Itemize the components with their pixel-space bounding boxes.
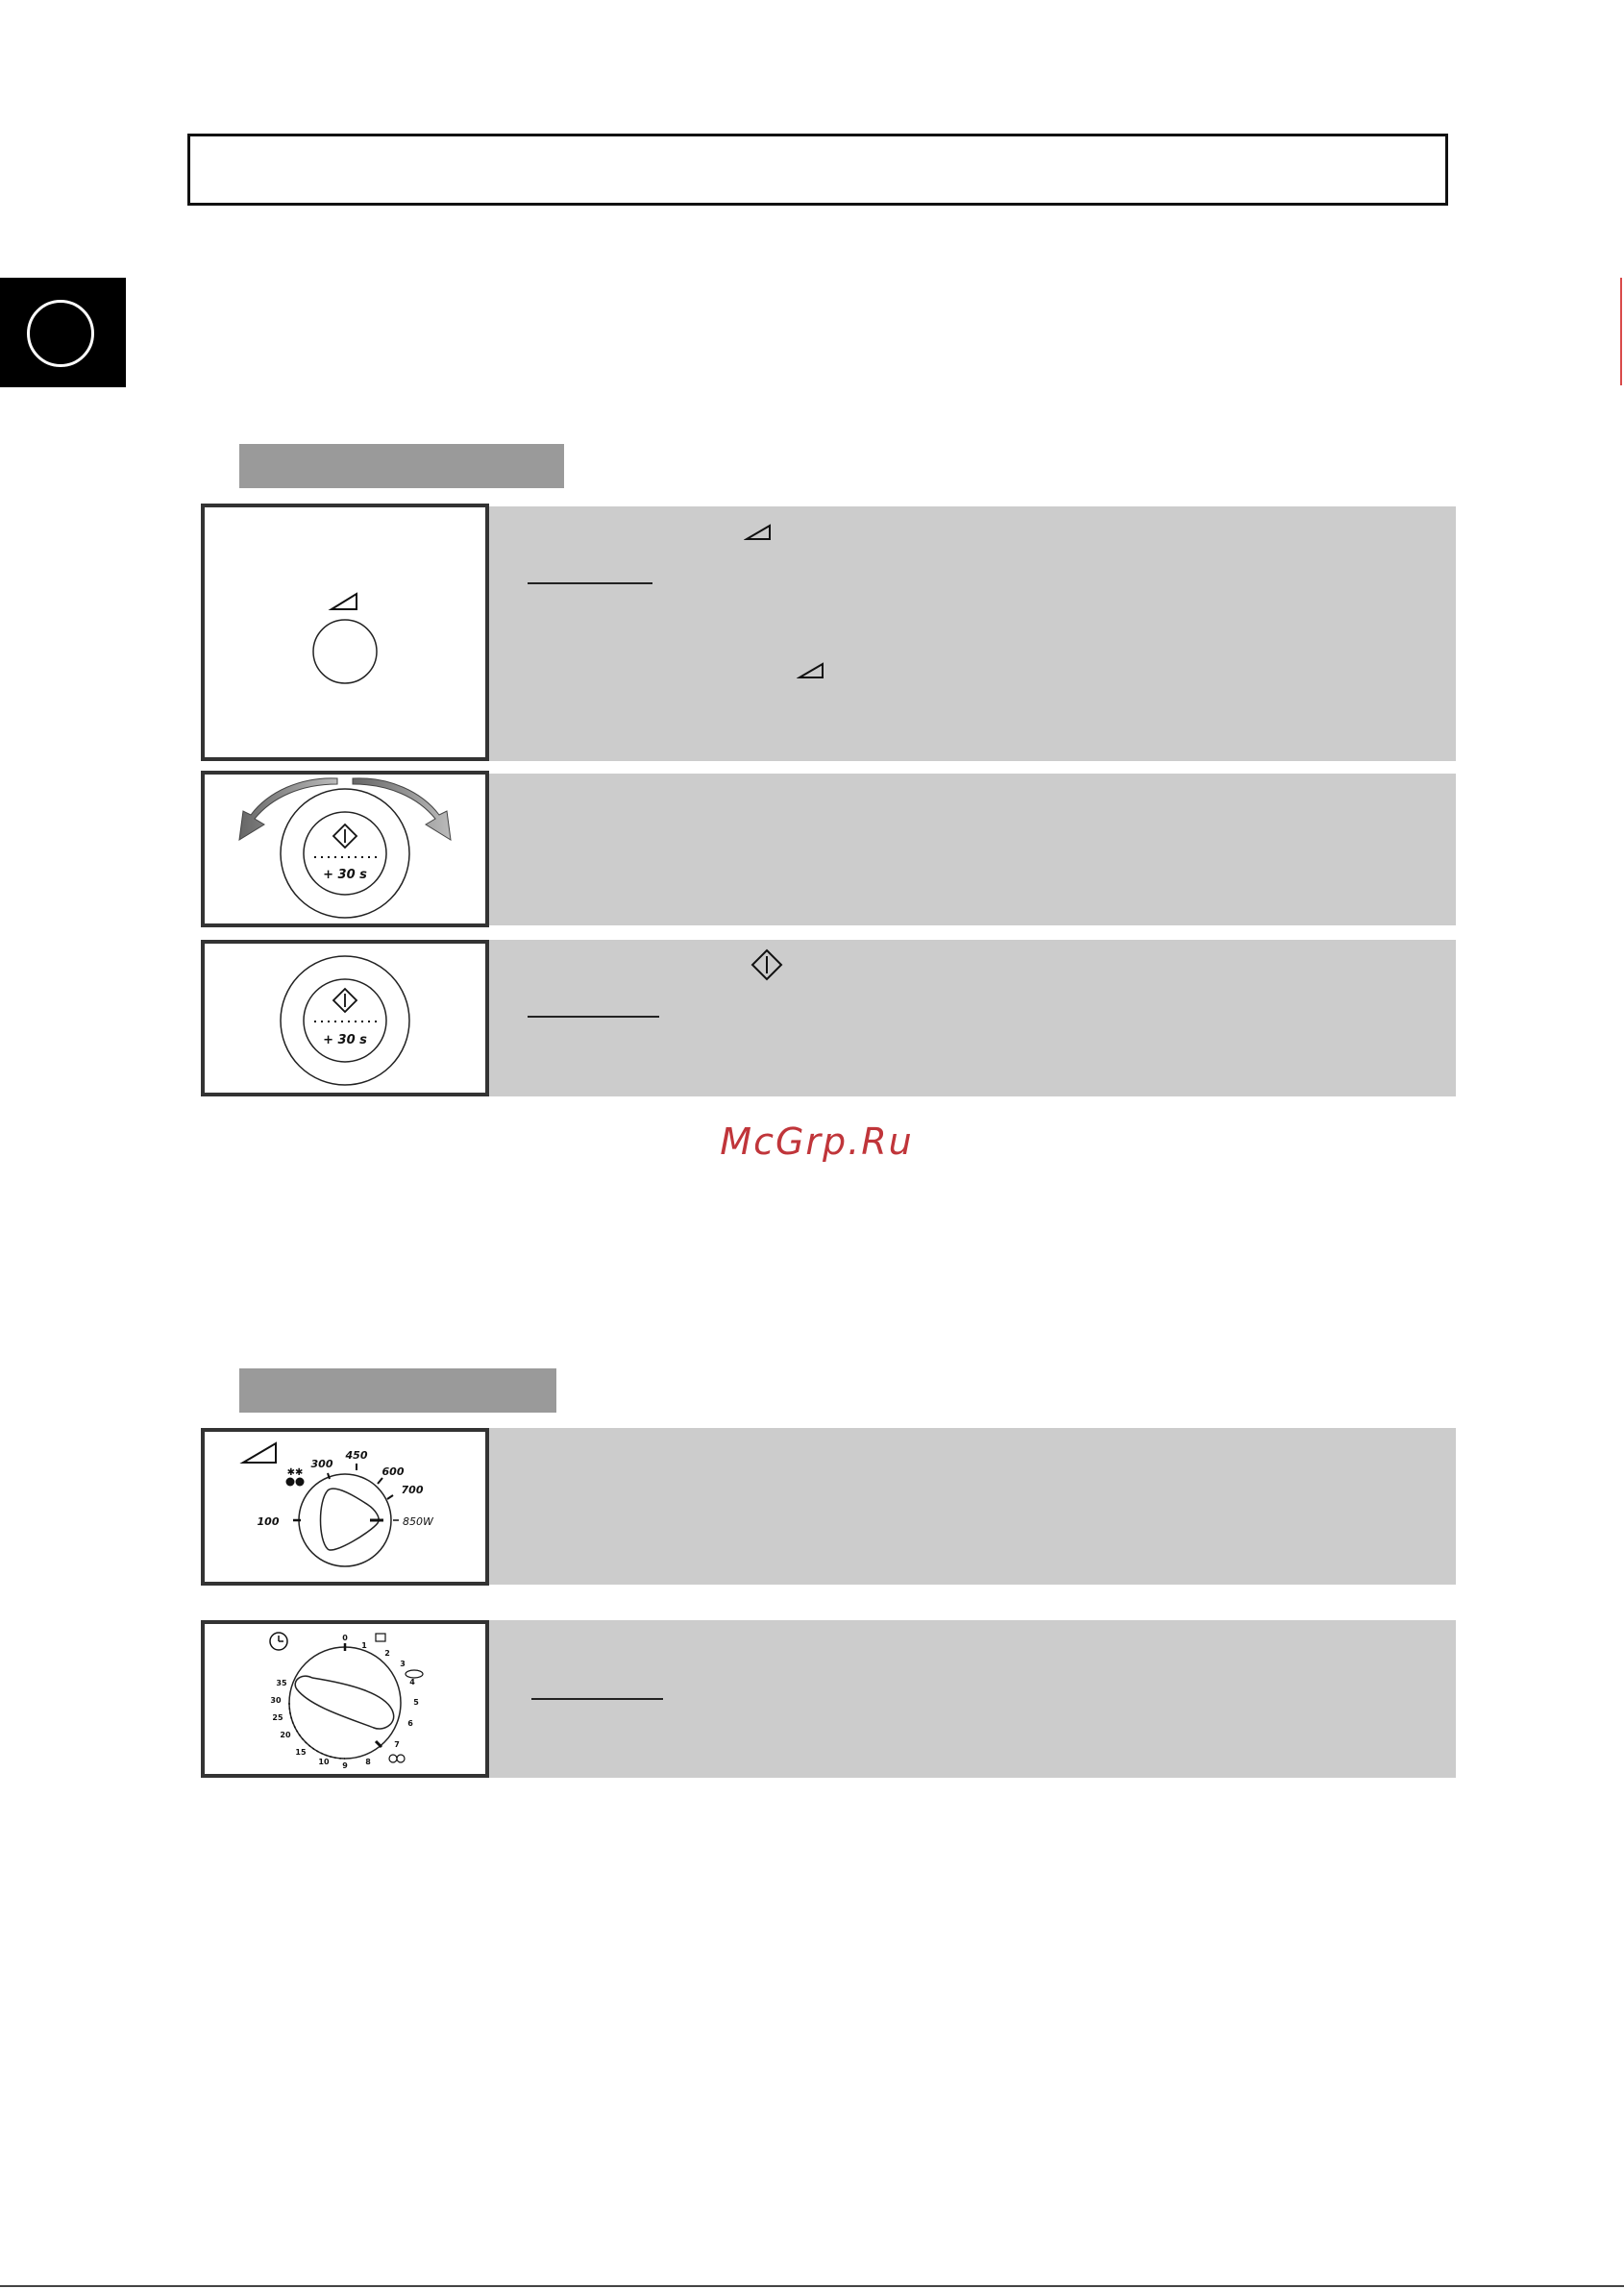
- timer-label-5: 5: [413, 1698, 419, 1707]
- instruction-panel-3: [489, 940, 1456, 1096]
- timer-label-10: 10: [318, 1758, 330, 1766]
- page-edge-mark: [1620, 278, 1622, 385]
- timer-label-7: 7: [394, 1740, 400, 1749]
- start-button-illustration: [205, 944, 485, 1093]
- power-label-850w: 850W: [403, 1515, 433, 1528]
- timer-dial-knob: [295, 1676, 393, 1729]
- cup-icon: [376, 1634, 385, 1641]
- power-dial-illustration: [205, 1432, 485, 1582]
- power-triangle-icon: [797, 660, 827, 681]
- figure-start-button: [201, 940, 489, 1096]
- power-dial-knob: [321, 1489, 380, 1550]
- result-underline: [528, 582, 652, 584]
- timer-label-9: 9: [342, 1761, 348, 1770]
- timer-label-2: 2: [384, 1649, 390, 1658]
- page-bottom-rule: [0, 2285, 1624, 2287]
- result-underline: [531, 1698, 663, 1700]
- defrost-icon: [286, 1467, 305, 1487]
- dial-outer-ring: [281, 956, 409, 1085]
- start-diamond-icon: [750, 948, 783, 981]
- power-label-300: 300: [310, 1458, 333, 1470]
- language-circle-icon: [27, 300, 94, 367]
- watermark: McGrp.Ru: [720, 1120, 914, 1163]
- figure-timer-dial: [201, 1620, 489, 1778]
- start-button-label: + 30 s: [323, 868, 367, 882]
- instruction-panel-4: [489, 1428, 1456, 1585]
- timer-label-35: 35: [276, 1679, 287, 1687]
- timer-label-25: 25: [272, 1713, 283, 1722]
- turn-dial-illustration: [205, 775, 485, 923]
- power-label-450: 450: [345, 1449, 368, 1462]
- power-button-illustration: [205, 507, 485, 757]
- instruction-panel-1: [489, 506, 1456, 761]
- figure-power-button: [201, 504, 489, 761]
- power-label-600: 600: [381, 1465, 405, 1478]
- clock-icon: [270, 1633, 287, 1650]
- timer-label-30: 30: [270, 1696, 282, 1705]
- figure-turn-dial: [201, 771, 489, 927]
- defrost-small-icon: [389, 1755, 405, 1762]
- dial-outer-ring: [281, 789, 409, 918]
- dish-icon: [406, 1670, 423, 1678]
- timer-label-3: 3: [400, 1660, 406, 1668]
- power-triangle-icon: [744, 522, 775, 543]
- instruction-panel-2: [489, 774, 1456, 925]
- instruction-panel-5: [489, 1620, 1456, 1778]
- power-triangle-icon: [243, 1443, 276, 1463]
- timer-label-8: 8: [365, 1758, 371, 1766]
- result-underline: [528, 1016, 659, 1018]
- section-bar-2: [239, 1368, 556, 1413]
- section-bar-1: [239, 444, 564, 488]
- figure-power-dial: [201, 1428, 489, 1586]
- power-triangle-icon: [332, 594, 357, 609]
- timer-label-1: 1: [361, 1641, 367, 1650]
- timer-label-4: 4: [409, 1678, 415, 1686]
- start-diamond-icon: [333, 989, 357, 1012]
- start-diamond-icon: [333, 825, 357, 848]
- timer-dial-illustration: [205, 1624, 485, 1774]
- page-title-box: [187, 134, 1448, 206]
- start-button-label: + 30 s: [323, 1033, 367, 1047]
- timer-label-20: 20: [280, 1731, 291, 1739]
- power-label-100: 100: [257, 1515, 280, 1528]
- timer-label-15: 15: [295, 1748, 307, 1757]
- language-side-tab: [0, 278, 126, 387]
- svg-text:✱✱: ✱✱: [286, 1467, 304, 1478]
- timer-label-6: 6: [407, 1719, 413, 1728]
- timer-label-0: 0: [342, 1634, 348, 1642]
- power-button: [313, 620, 377, 683]
- power-label-700: 700: [401, 1484, 424, 1496]
